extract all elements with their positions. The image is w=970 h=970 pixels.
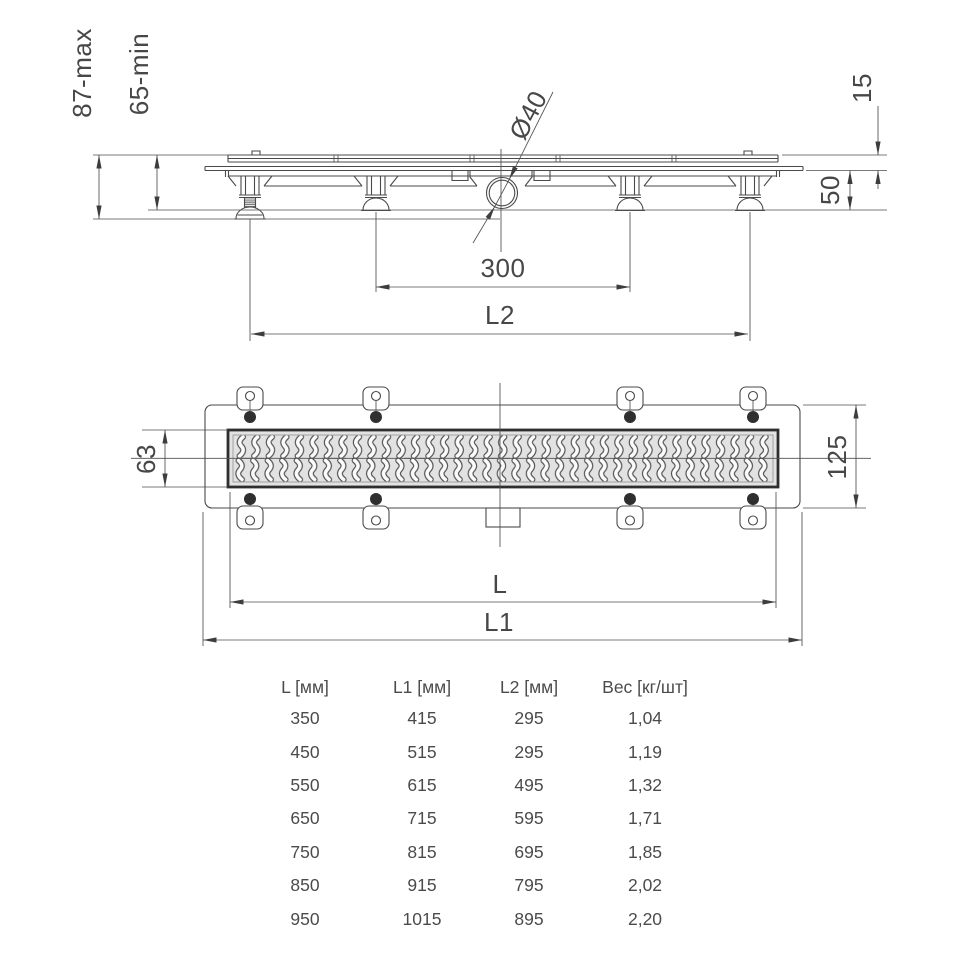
table-cell: 295	[514, 708, 544, 729]
size-table	[240, 672, 710, 936]
table-cell: 415	[407, 708, 437, 729]
leg	[354, 176, 398, 198]
table-header-row	[240, 672, 710, 702]
foot	[615, 198, 645, 211]
table-cell: 2,02	[627, 875, 663, 896]
table-cell: 650	[290, 808, 320, 829]
table-row	[240, 769, 710, 802]
dim-label-height-min: 65-min	[123, 32, 154, 116]
table-cell: 1,85	[627, 841, 663, 862]
outlet-stub	[486, 508, 520, 527]
table-cell: 895	[514, 908, 544, 929]
adjustable-foot	[234, 198, 266, 219]
leg	[608, 176, 652, 198]
foot	[361, 198, 391, 211]
table-cell: 615	[407, 774, 437, 795]
table-header-l1: L1 [мм]	[392, 676, 452, 697]
table-row	[240, 702, 710, 735]
leg	[728, 176, 772, 198]
table-cell: 515	[407, 741, 437, 762]
dim-label-channel-length: L	[492, 568, 508, 599]
table-cell: 1,19	[627, 741, 663, 762]
leg	[228, 176, 272, 198]
table-cell: 1015	[402, 908, 442, 929]
foot	[735, 198, 765, 211]
table-cell: 550	[290, 774, 320, 795]
table-cell: 750	[290, 841, 320, 862]
table-cell: 2,20	[627, 908, 663, 929]
table-cell: 295	[514, 741, 544, 762]
table-cell: 450	[290, 741, 320, 762]
table-cell: 795	[514, 875, 544, 896]
dim-label-grate-width: 63	[130, 444, 161, 474]
dim-label-height-max: 87-max	[66, 28, 97, 118]
side-view	[67, 28, 887, 341]
table-row	[240, 735, 710, 768]
dim-label-outlet-diameter: Ø40	[502, 85, 554, 145]
dim-label-overall-length: L1	[484, 606, 514, 637]
dim-label-feet-span: L2	[485, 299, 515, 330]
table-cell: 815	[407, 841, 437, 862]
table-cell: 1,32	[627, 774, 663, 795]
table-row	[240, 836, 710, 869]
table-cell: 1,71	[627, 808, 663, 829]
table-cell: 350	[290, 708, 320, 729]
table-header-l: L [мм]	[281, 676, 329, 697]
dim-label-rim: 15	[846, 73, 877, 103]
top-view	[131, 383, 871, 646]
table-cell: 715	[407, 808, 437, 829]
table-header-l2: L2 [мм]	[499, 676, 559, 697]
table-cell: 1,04	[627, 708, 663, 729]
table-row	[240, 802, 710, 835]
dim-label-body-height: 50	[814, 175, 845, 205]
table-cell: 495	[514, 774, 544, 795]
dim-label-flange-width: 125	[821, 434, 852, 480]
table-cell: 595	[514, 808, 544, 829]
table-cell: 950	[290, 908, 320, 929]
table-row	[240, 869, 710, 902]
table-header-weight: Вес [кг/шт]	[602, 676, 688, 697]
table-cell: 850	[290, 875, 320, 896]
dim-label-outlet-spacing: 300	[480, 252, 526, 283]
table-cell: 695	[514, 841, 544, 862]
table-row	[240, 902, 710, 935]
table-cell: 915	[407, 875, 437, 896]
